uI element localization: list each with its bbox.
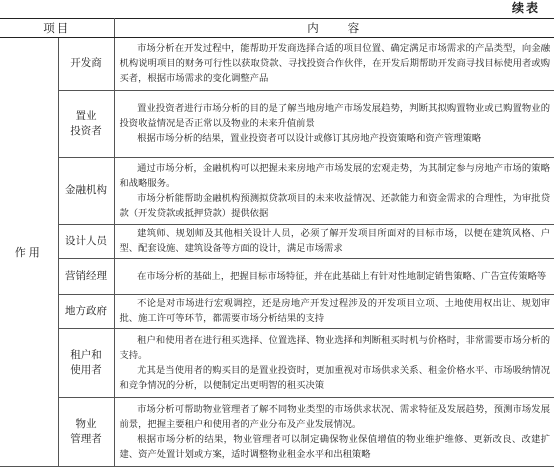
- table-row: [0, 329, 554, 398]
- description-paragraph: 市场分析可帮助物业管理者了解不同物业类型的市场供求状况、需求特征及发展趋势，预测市场发展前景，把握主要租户和使用者的产业分布及产业发展情况。: [119, 404, 550, 431]
- table-row: [0, 37, 554, 90]
- role-table: [0, 18, 554, 467]
- table-header-row: [0, 19, 554, 38]
- role-label: 租户和 使用者: [58, 329, 114, 398]
- description-paragraph: 根据市场分析的结果，置业投资者可以设计或修订其房地产投资策略和资产管理策略: [137, 133, 482, 145]
- description-paragraph: 通过市场分析，金融机构可以把握未来房地产市场发展的宏观走势，为其制定参与房地产市场的策略和战略服务。: [119, 162, 550, 189]
- description-paragraph: 尤其是当使用者的购买目的是置业投资时，更加重视对市场供求关系、租金价格水平、市场吸纳情况和竞争情况的分析，以便制定出更明智的租买决策: [119, 365, 550, 392]
- group-label: 作用: [0, 37, 58, 466]
- description-paragraph: 市场分析在开发过程中，能帮助开发商选择合适的项目位置、确定满足市场需求的产品类型，向金融机构说明项目的财务可行性以获取贷款、寻找投资合作伙伴，在开发后期帮助开发商寻找目标使用者或购买者，根据市场需求的变化调整产品: [119, 43, 550, 85]
- description-paragraph: 建筑师、规划师及其他相关设计人员，必须了解开发项目所面对的目标市场，以便在建筑风格、户型、配套设施、建筑设备等方面的设计，满足市场需求: [119, 228, 550, 255]
- role-description: [114, 157, 554, 224]
- role-label: 开发商: [58, 37, 114, 90]
- description-paragraph: 在市场分析的基础上，把握目标市场特征，并在此基础上有针对性地制定销售策略、广告宣传策略等: [137, 270, 547, 282]
- role-label: 金融机构: [58, 157, 114, 224]
- role-description: [114, 37, 554, 90]
- table-row: [0, 224, 554, 258]
- role-description: [114, 224, 554, 258]
- table-row: [0, 294, 554, 328]
- role-description: [114, 91, 554, 158]
- description-paragraph: 市场分析能帮助金融机构预测拟贷款项目的未来收益情况、还款能力和资金需求的合理性，为审批贷款（开发贷款或抵押贷款）提供依据: [119, 192, 550, 219]
- role-description: [114, 294, 554, 328]
- role-label: 物业 管理者: [58, 398, 114, 467]
- role-label: 设计人员: [58, 224, 114, 258]
- header-item: 项目: [0, 19, 114, 38]
- description-paragraph: 根据市场分析的结果，物业管理者可以制定确保物业保值增值的物业维护维修、更新改良、改建扩建、资产处置计划或方案，适时调整物业租金水平和出租策略: [119, 434, 550, 461]
- role-label: 营销经理: [58, 259, 114, 295]
- table-row: [0, 91, 554, 158]
- role-label: 地方政府: [58, 294, 114, 328]
- table-row: [0, 157, 554, 224]
- table-row: [0, 398, 554, 467]
- description-paragraph: 不论是对市场进行宏观调控，还是房地产开发过程涉及的开发项目立项、土地使用权出让、规划审批、施工许可等环节，都需要市场分析结果的支持: [119, 298, 550, 325]
- description-paragraph: 租户和使用者在进行租买选择、位置选择、物业选择和判断租买时机与价格时，非常需要市场分析的支持。: [119, 335, 550, 362]
- role-label: 置业 投资者: [58, 91, 114, 158]
- header-content: 内 容: [114, 19, 554, 38]
- role-description: [114, 398, 554, 467]
- description-paragraph: 置业投资者进行市场分析的目的是了解当地房地产市场发展趋势，判断其拟购置物业或已购置物业的投资收益情况是否正常以及物业的未来升值前景: [119, 103, 550, 130]
- role-description: [114, 259, 554, 295]
- role-description: [114, 329, 554, 398]
- table-caption: 续表: [511, 1, 540, 15]
- table-row: [0, 259, 554, 295]
